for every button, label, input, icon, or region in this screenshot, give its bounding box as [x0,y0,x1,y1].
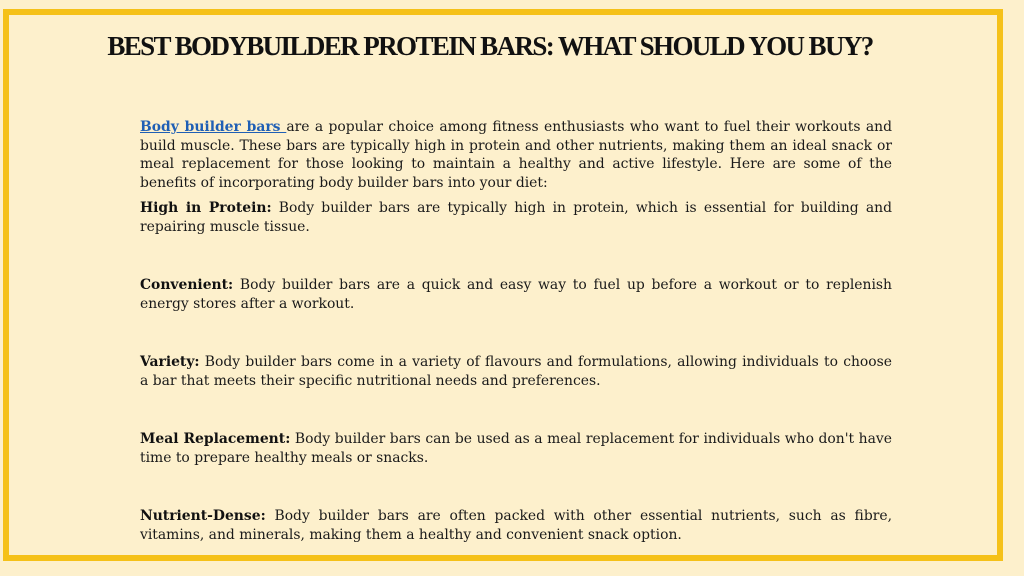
benefit-convenient [140,276,892,313]
benefit-nutrient-dense [140,507,892,544]
benefit-label: Convenient: [140,277,234,293]
intro-paragraph [140,118,892,192]
benefit-label: Meal Replacement: [140,431,291,447]
benefit-meal-replacement [140,430,892,467]
benefit-text: Body builder bars can be used as a meal replacement for individuals who don't have time to prepare healthy meals or snacks. [140,431,892,466]
benefit-text: Body builder bars are a quick and easy way to fuel up before a workout or to replenish energy stores after a workout. [140,277,892,312]
benefit-label: High in Protein: [140,200,272,216]
benefit-text: Body builder bars are typically high in protein, which is essential for building and repairing muscle tissue. [140,200,892,235]
benefit-high-in-protein [140,199,892,236]
body-builder-bars-link[interactable]: Body builder bars [140,119,287,135]
page-title: BEST BODYBUILDER PROTEIN BARS: WHAT SHOULD YOU BUY? [107,31,873,61]
benefit-text: Body builder bars come in a variety of flavours and formulations, allowing individuals to choose a bar that meets their specific nutritional needs and preferences. [140,354,892,389]
article-body [140,118,892,544]
benefit-variety [140,353,892,390]
benefit-text: Body builder bars are often packed with other essential nutrients, such as fibre, vitamins, and minerals, making them a healthy and convenient snack option. [140,508,892,543]
benefit-label: Variety: [140,354,200,370]
benefit-label: Nutrient-Dense: [140,508,266,524]
intro-text: are a popular choice among fitness enthusiasts who want to fuel their workouts and build muscle. These bars are typically high in protein and other nutrients, making them an ideal snack or meal replacement for those looking to maintain a healthy and active lifestyle. Here are some of the benefits of incorporating body builder bars into your diet: [140,119,892,191]
